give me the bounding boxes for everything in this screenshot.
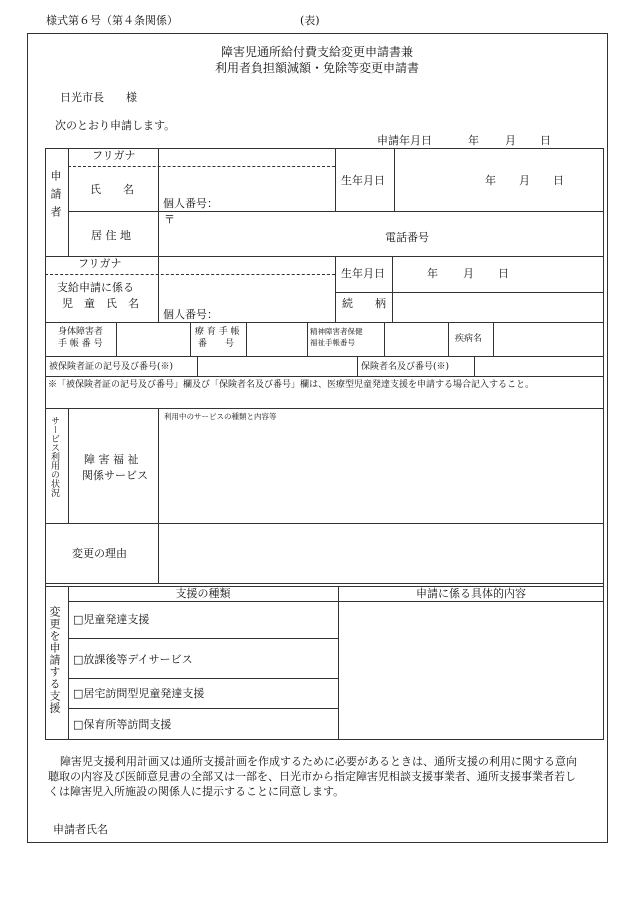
form-side: (表) [300,14,320,27]
applicant-birthdate-year: 年 [485,174,496,187]
support-option-child-development[interactable]: □児童発達支援 [73,613,150,626]
child-birthdate-year: 年 [427,267,438,280]
child-birthdate-label: 生年月日 [341,267,385,280]
child-furigana-label: フリガナ [78,257,122,270]
insurer-label: 保険者名及び番号(※) [361,362,450,372]
consent-line-2: 聴取の内容及び医師意見書の全部又は一部を、日光市から指定障害児相談支援事業者、通所支援事業者若し [48,770,576,783]
form-title-line1: 障害児通所給付費支給変更申請書兼 [220,45,413,59]
rehab-handbook-label-2: 番 号 [198,339,235,349]
child-name-label-line2: 児 童 氏 名 [62,297,139,310]
support-change-group-label: 変更を申請する支援 [48,606,61,714]
rehab-handbook-label-1: 療 育 手 帳 [195,327,240,337]
child-birthdate-day: 日 [498,267,509,280]
applicant-furigana-field[interactable] [160,150,332,164]
application-date-day: 日 [540,134,551,147]
insured-card-field[interactable] [199,358,355,374]
service-status-group-label: サービス利用の状況 [49,416,59,497]
support-detail-field[interactable] [340,603,601,737]
applicant-furigana-label: フリガナ [92,149,136,162]
welfare-service-label-2: 関係サービス [82,469,148,482]
mental-handbook-label-2: 福祉手帳番号 [310,338,355,347]
support-type-column-header: 支援の種類 [175,587,231,600]
child-name-label-line1: 支給申請に係る [57,281,134,294]
intro-text: 次のとおり申請します。 [55,119,176,132]
applicant-personal-number-label: 個人番号： [163,197,218,210]
applicant-birthdate-label: 生年月日 [341,174,385,187]
service-content-header: 利用中のサービスの種類と内容等 [164,412,277,421]
consent-line-3: くは障害児入所施設の関係人に提示することに同意します。 [48,785,345,798]
applicant-address-label: 居 住 地 [91,229,131,242]
child-relation-field[interactable] [395,294,601,320]
welfare-service-label-1: 障 害 福 祉 [84,453,139,466]
application-date-label: 申請年月日 [377,134,432,147]
application-date-year: 年 [468,134,479,147]
child-relation-label: 続 柄 [342,297,386,310]
applicant-signature-field[interactable] [120,818,420,838]
physical-handbook-label-2: 手 帳 番 号 [58,339,103,349]
addressee: 日光市長 様 [60,91,137,104]
insurance-note: ※「被保険者証の記号及び番号」欄及び「保険者名及び番号」欄は、医療型児童発達支援を申請する場合記入すること。 [48,380,535,390]
applicant-signature-label: 申請者氏名 [53,823,108,836]
form-title-line2: 利用者負担額減額・免除等変更申請書 [214,61,419,75]
application-date-month: 月 [505,134,516,147]
applicant-name-label: 氏 名 [90,183,134,196]
postal-mark: 〒 [164,213,175,226]
physical-handbook-label-1: 身体障害者 [58,327,104,337]
service-content-field[interactable] [160,424,601,520]
mental-handbook-field[interactable] [386,324,446,354]
applicant-birthdate-day: 日 [553,174,564,187]
consent-line-1: 障害児支援利用計画又は通所支援計画を作成するために必要があるときは、通所支援の利用に関する意向 [60,755,577,768]
physical-handbook-field[interactable] [118,324,188,354]
rehab-handbook-field[interactable] [248,324,305,354]
support-option-nursery-visit-support[interactable]: □保育所等訪問支援 [73,718,172,731]
applicant-birthdate-month: 月 [519,174,530,187]
support-option-home-visit-development[interactable]: □居宅訪問型児童発達支援 [73,687,205,700]
child-furigana-field[interactable] [160,258,332,272]
form-number: 様式第６号（第４条関係） [46,14,178,27]
change-reason-label: 変更の理由 [72,547,127,560]
disease-field[interactable] [495,324,601,354]
support-detail-column-header: 申請に係る具体的内容 [416,587,526,600]
disease-label: 疾病名 [455,334,483,344]
child-personal-number-label: 個人番号： [163,308,218,321]
insured-card-label: 被保険者証の記号及び番号(※) [49,362,174,372]
applicant-phone-label: 電話番号 [385,231,429,244]
applicant-group-label: 申請者 [49,170,62,224]
child-birthdate-month: 月 [463,267,474,280]
mental-handbook-label-1: 精神障害者保健 [310,327,363,336]
insurer-field[interactable] [476,358,601,374]
change-reason-field[interactable] [160,526,601,581]
support-option-after-school-day-service[interactable]: □放課後等デイサービス [73,653,193,666]
